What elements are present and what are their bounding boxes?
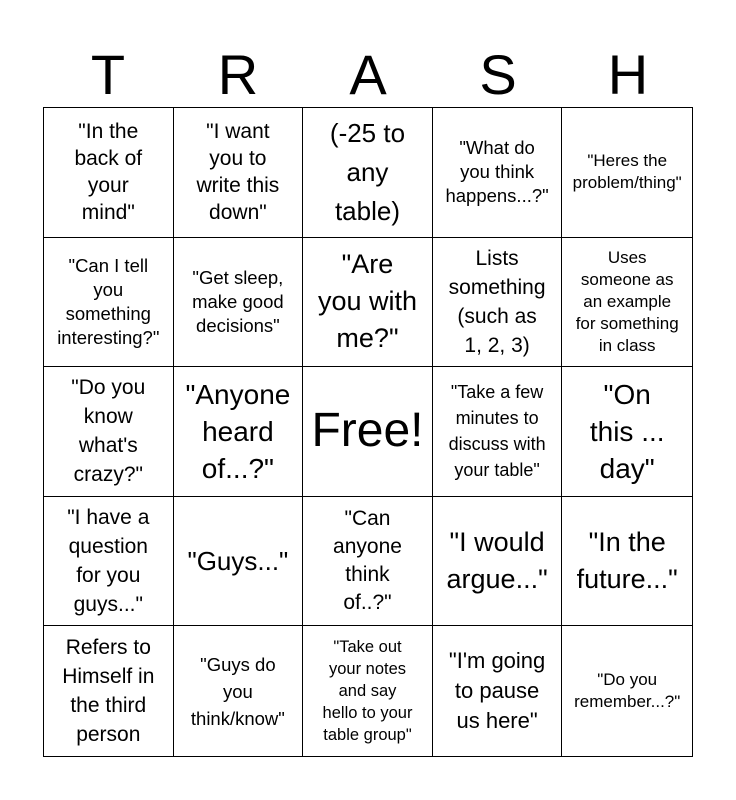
bingo-cell[interactable]	[433, 497, 563, 627]
bingo-cell[interactable]	[303, 497, 433, 627]
cell-text: "Take a few minutes to discuss with your table"	[448, 382, 546, 481]
bingo-cell[interactable]	[562, 497, 692, 627]
cell-text: Uses someone as an example for something in class	[575, 247, 679, 355]
cell-text: "What do you think happens...?"	[445, 137, 549, 207]
cell-text: Free!	[311, 404, 424, 458]
bingo-cell[interactable]	[433, 238, 563, 368]
cell-text: "Guys..."	[187, 546, 289, 577]
cell-text: "Can I tell you something interesting?"	[57, 254, 160, 348]
cell-text: "Get sleep, make good decisions"	[192, 266, 284, 336]
cell-text: "In the future..."	[576, 527, 678, 595]
cell-text: "Are you with me?"	[317, 249, 418, 354]
cell-text: Refers to Himself in the third person	[62, 636, 155, 747]
bingo-cell[interactable]	[44, 367, 174, 497]
header-letter-s: S	[479, 43, 517, 106]
cell-text: "I want you to write this down"	[196, 120, 280, 225]
header-letter-t: T	[90, 43, 126, 106]
cell-text: "Do you remember...?"	[574, 670, 681, 712]
bingo-cell[interactable]	[303, 367, 433, 497]
bingo-header	[43, 44, 693, 106]
cell-text: "Do you know what's crazy?"	[71, 376, 146, 487]
cell-text: "Heres the problem/thing"	[572, 151, 682, 193]
bingo-cell[interactable]	[174, 108, 304, 238]
bingo-cell[interactable]	[44, 626, 174, 756]
header-letter-r: R	[217, 43, 259, 106]
cell-text: (-25 to any table)	[329, 117, 406, 226]
bingo-cell[interactable]	[562, 108, 692, 238]
bingo-cell[interactable]	[303, 238, 433, 368]
cell-text: "On this ... day"	[589, 378, 665, 484]
cell-text: "Anyone heard of...?"	[185, 378, 291, 484]
cell-text: "Guys do you think/know"	[190, 653, 285, 729]
bingo-cell[interactable]	[562, 626, 692, 756]
cell-text: Lists something (such as 1, 2, 3)	[448, 246, 546, 357]
bingo-cell[interactable]	[44, 497, 174, 627]
bingo-cell[interactable]	[433, 367, 563, 497]
bingo-cell[interactable]	[562, 367, 692, 497]
bingo-cell[interactable]	[433, 626, 563, 756]
cell-text: "Take out your notes and say hello to your table group"	[322, 638, 413, 745]
header-letter-a: A	[349, 43, 387, 106]
bingo-cell[interactable]	[303, 108, 433, 238]
bingo-cell[interactable]	[174, 497, 304, 627]
bingo-cell[interactable]	[174, 238, 304, 368]
bingo-board	[43, 107, 693, 757]
bingo-cell[interactable]	[303, 626, 433, 756]
cell-text: "I would argue..."	[446, 527, 548, 595]
header-letter-h: H	[607, 43, 649, 106]
bingo-cell[interactable]	[174, 626, 304, 756]
cell-text: "I'm going to pause us here"	[448, 648, 546, 734]
bingo-cell[interactable]	[433, 108, 563, 238]
bingo-cell[interactable]	[174, 367, 304, 497]
cell-text: "Can anyone think of..?"	[333, 507, 402, 615]
bingo-cell[interactable]	[44, 238, 174, 368]
bingo-cell[interactable]	[44, 108, 174, 238]
bingo-cell[interactable]	[562, 238, 692, 368]
cell-text: "In the back of your mind"	[74, 120, 143, 225]
cell-text: "I have a question for you guys..."	[67, 506, 150, 617]
